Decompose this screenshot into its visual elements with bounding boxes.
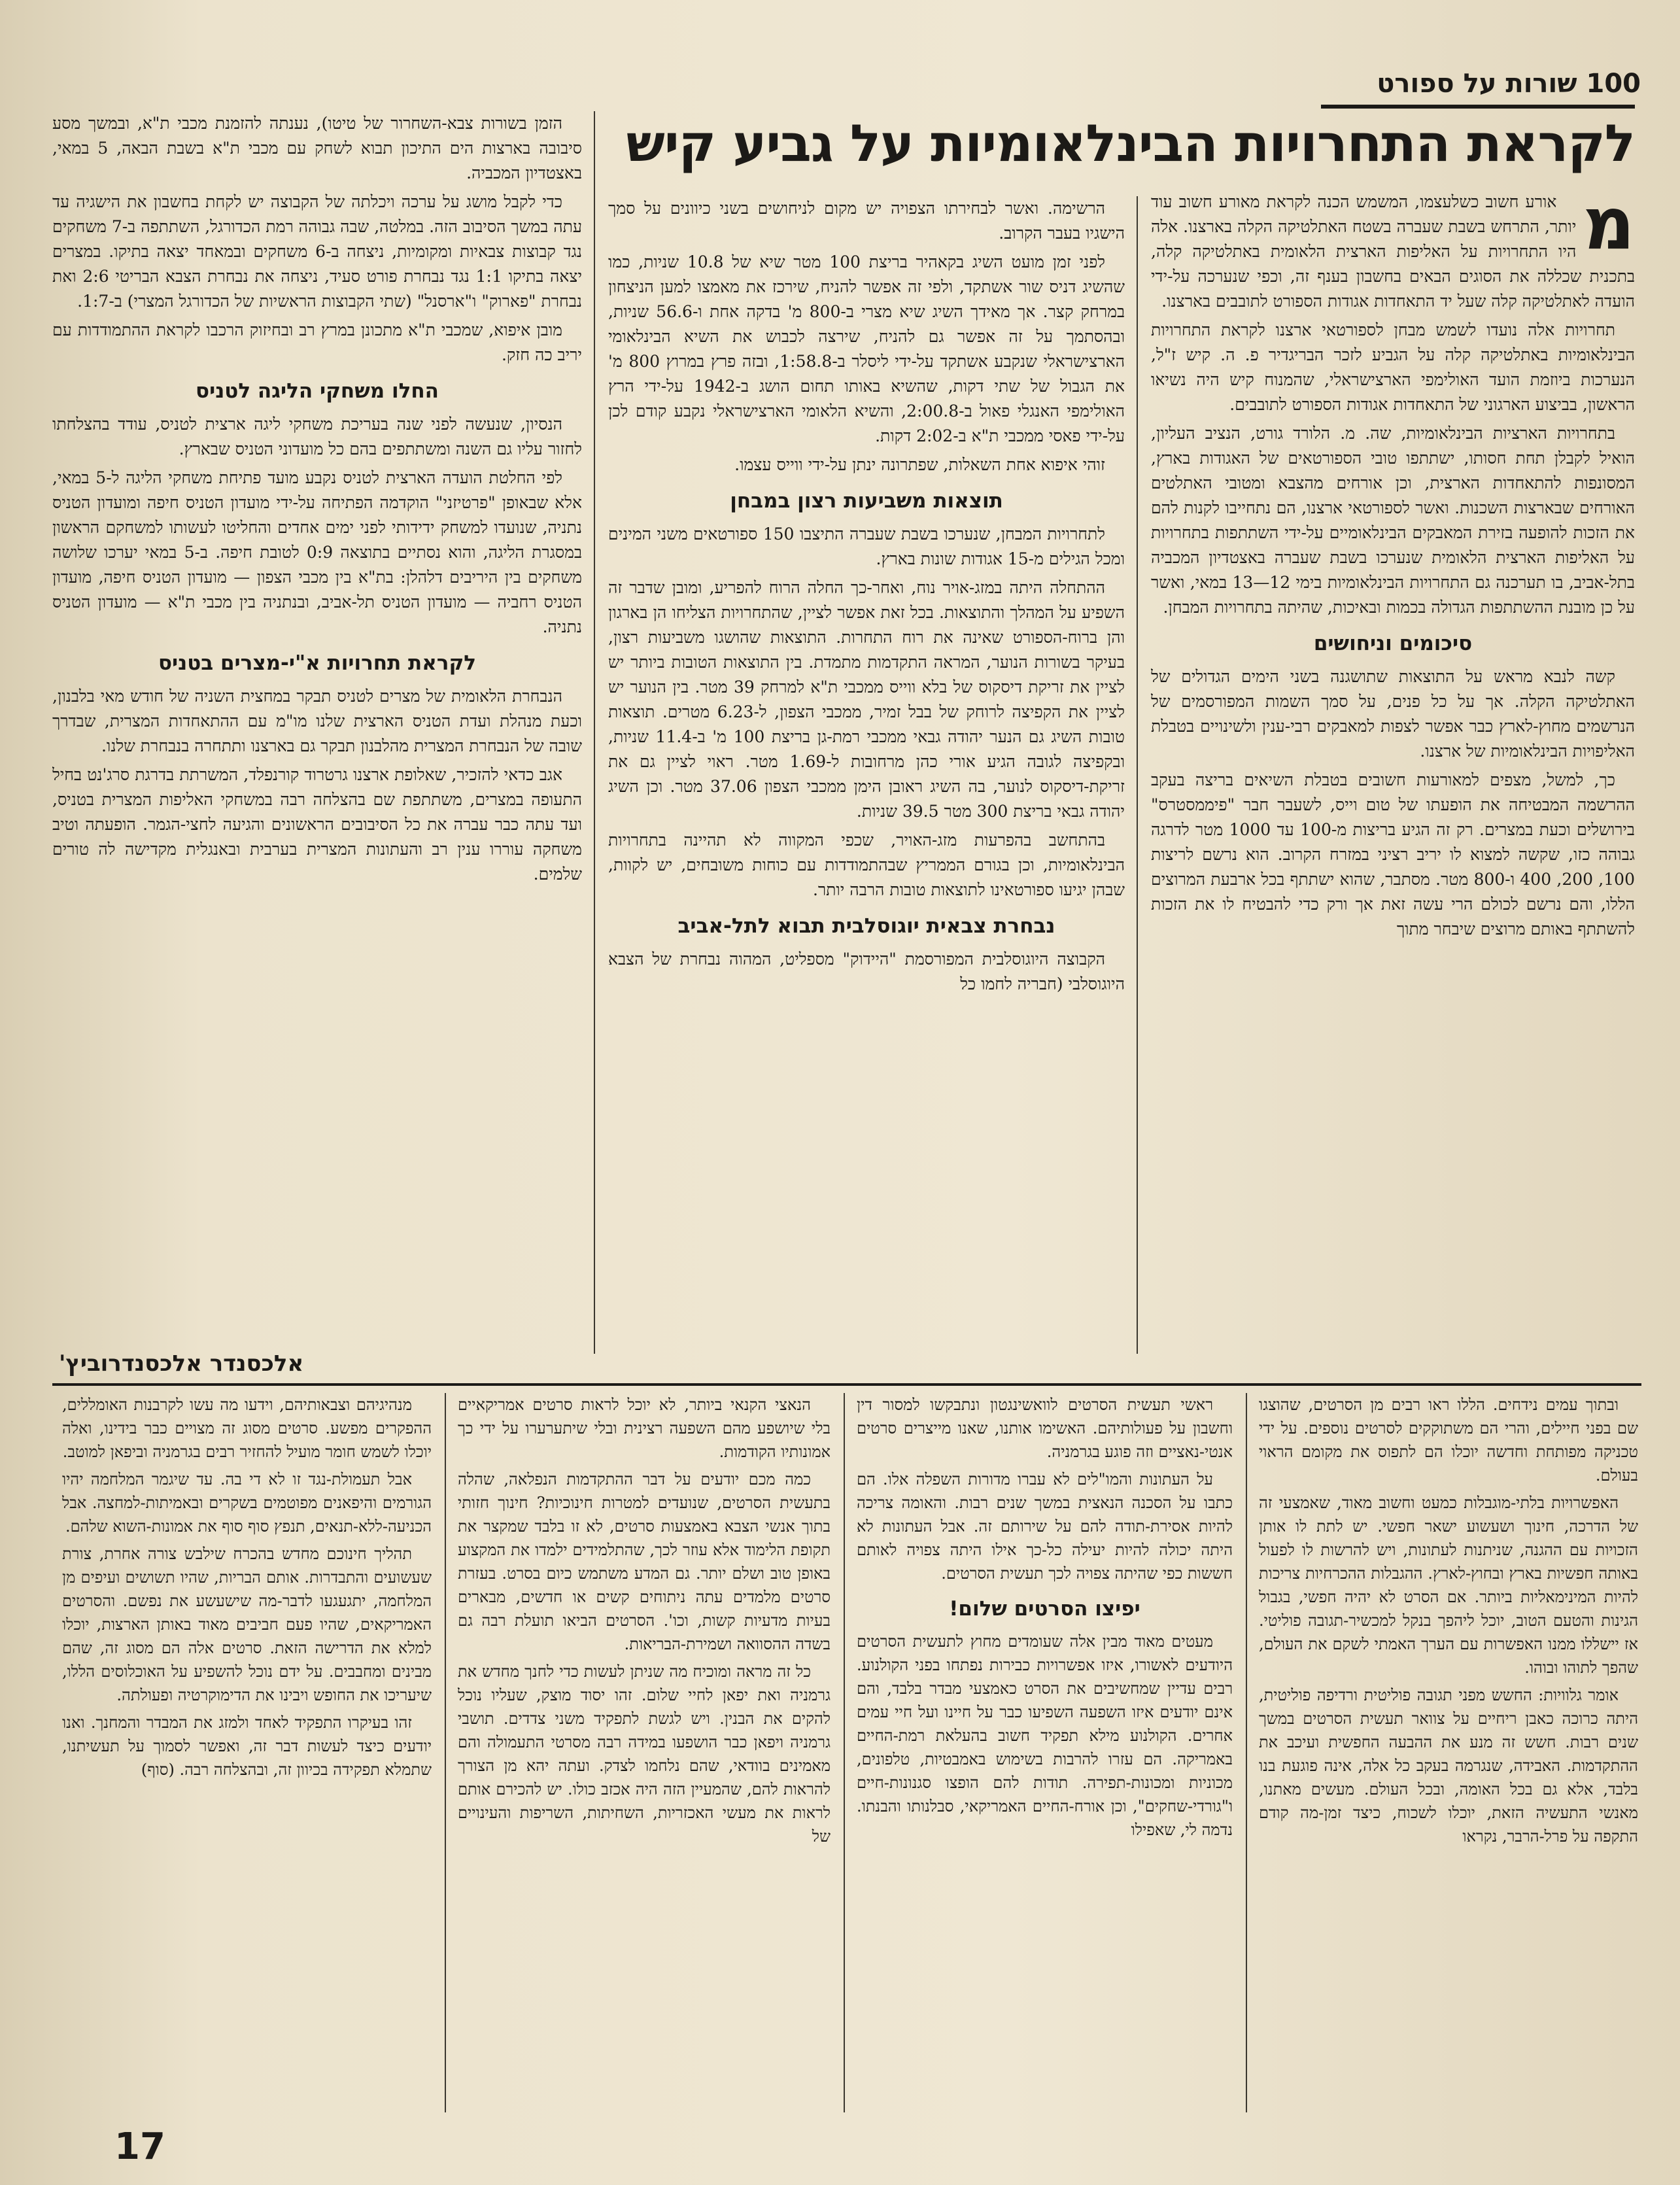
paragraph: כמה מכם יודעים על דבר ההתקדמות הנפלאה, שהלה בתעשית הסרטים, שנועדים למטרות חינוכיות? חינוך חזותי בתוך אנשי הצבא באמצעות סרטים, לא זו בלבד שמקצר את תקופת הלימוד אלא עוזר לכך, שהתלמידים ילמדו את המקצוע באופן טוב ושלם יותר. גם המדע משתמש כיום בסרט. בעזרת סרטים מלמדים עתה ניתוחים קשים או חדשים, מבארים בעיות מדעיות קשות, וכו'. הסרטים הביאו תועלת רבה גם בשדה ההסוואה ושמירת-הבריאות. (458, 1470, 831, 1653)
column-divider (844, 1393, 845, 2112)
paragraph: אבל תעמולת-נגד זו לא די בה. עד שיגמר המלחמה יהיו הגורמים והיפאנים מפוטמים בשקרים ובאמיתות-למחצה. אבל הכניעה-ללא-תנאים, תנפץ סוף סוף את אמונות-השוא שלהם. (62, 1470, 432, 1536)
paragraph: כדי לקבל מושג על ערכה ויכלתה של הקבוצה יש לקחת בחשבון את הישגיה עד עתה במשך הסיבוב הזה. במלטה, שבה גבוהה רמת הכדורגל, השתתפה ב-7 משחקים נגד קבוצות צבאיות ומקומיות, ניצחה ב-6 משחקים ובמאחד יצאה בתיקו. במצרים יצאה בתיקו 1:1 נגד נבחרת פורט סעיד, ניצחה את נבחרת הצבא הבריטי 2:6 ואת נבחרת "פארוק" ו"ארסנל" (שתי הקבוצות הראשיות של הכדורגל המצרי) ב-1:7. (52, 192, 582, 311)
paragraph: בהתחשב בהפרעות מזג-האויר, שכפי המקווה לא תהיינה בתחרויות הבינלאומיות, וכן בגורם הממריץ שבהתמודדות עם כוחות משובחים, יש לקוות, שבהן יגיעו ספורטאינו לתוצאות טובות הרבה יותר. (608, 831, 1125, 899)
paragraph: הנסיון, שנעשה לפני שנה בעריכת משחקי ליגה ארצית לטניס, עודד בהצלחתו לחזור עליו גם השנה ומשתתפים בהם כל מועדוני הטניס שבארץ. (52, 415, 582, 458)
paragraph: האפשרויות בלתי-מוגבלות כמעט וחשוב מאוד, שאמצעי זה של הדרכה, חינוך ושעשוע ישאר חפשי. יש לתת לו אותן הזכויות עם ההגנה, שניתנות לעתונות, ויש להרשות לו לפעול באותה חפשיות בארץ ובחוץ-לארץ. ההגבלות ההכרחיות צריכות להיות המינימאליות ביותר. אם הסרט לא יהיה חפשי, בגבול הגינות והטעם הטוב, יוכל ליהפך בנקל למכשיר-תגובה פוליטי. אז יישללו ממנו האפשרות עם הערך האמתי לשקם את העולם, שהפך לתוהו ובוהו. (1259, 1494, 1638, 1677)
column-divider (1246, 1393, 1247, 2112)
paragraph: כך, למשל, מצפים למאורעות חשובים בטבלת השיאים בריצה בעקב ההרשמה המבטיחה את הופעתו של טום וייס, לשעבר חבר "פיממסטרס" בירושלים וכעת במצרים. רק זה הגיע בריצות מ-100 עד 1000 מטר לדרגה גבוהה כזו, שקשה למצוא לו יריב רציני במזרח הקרוב. הוא נרשם לריצות 100, 200, 400 ו-800 מטר. מסתבר, שהוא ישתתף בכל ארבעת המרוצים הללו, והם נרשם לכולם הרי עשה זאת אך ורק כדי להבטיח לו את הזכות להשתתף באותם מרוצים שיבחר מתוך (1151, 770, 1635, 938)
paragraph: בתחרויות הארציות הבינלאומיות, שה. מ. הלורד גורט, הנציב העליון, הואיל לקבלן תחת חסותו, ישתתפו טובי הספורטאים של האגודות בארץ, המסונפות להתאחדות הארצית, וכן אורחים מהצבא ומטובי האתלטים האורחים שבארצות השכנות. ואשר לספורטאי ארצנו, הם נתחייבו לקנות להם את הזכות להופעה בזירת המאבקים הבינלאומיים על-ידי השתתפות בתחרויות על האליפות הארצית הלאומית שנערכו בשבת שעברה באצטדיון המכביה בתל-אביב, בו תערכנה גם התחרויות הבינלאומיות בימי 12—13 במאי, ואשר על כן מובנת ההשתתפות הגדולה בכמות ובאיכות, שהיתה בתחרויות המבחן. (1151, 424, 1635, 617)
column-divider (445, 1393, 446, 2112)
page-number: 17 (114, 2125, 165, 2168)
paragraph: הרשימה. ואשר לבחירתו הצפויה יש מקום לניחושים בשני כיוונים על סמך הישגיו בעבר הקרוב. (608, 199, 1125, 243)
paragraph: ובתוך עמים נידחים. הללו ראו רבים מן הסרטים, שהוצגו שם בפני חיילים, והרי הם משתוקקים לסרטים נוספים. על ידי טכניקה מפותחת וחדשה יוכלו הם לתפוס את מקומם הראוי בעולם. (1259, 1396, 1638, 1485)
paragraph: הנאצי הקנאי ביותר, לא יוכל לראות סרטים אמריקאיים בלי שיושפע מהם השפעה רצינית ובלי שיתערערו על ידי כך אמונותיו הקודמות. (458, 1396, 831, 1461)
section-label: 100 שורות על ספורט (1377, 69, 1641, 99)
paragraph: מעטים מאוד מבין אלה שעומדים מחוץ לתעשית הסרטים היודעים לאשורו, איזו אפשרויות כבירות נפתחו בפני הקולנוע. רבים עדיין שמחשיבים את הסרט כאמצעי מבדר בלבד, והם אינם יודעים איזו השפעה השפיעו כבר על חיינו ועל חיי עמים אחרים. הקולנוע מילא תפקיד חשוב בהעלאת רמת-החיים באמריקה. הם עזרו להרבות בשימוש באמבטיות, טלפונים, מכוניות ומכונות-תפירה. תודות להם הופצו סגנונות-חיים ו"גורדי-שחקים", וכן אורח-החיים האמריקאי, סבלנותו והבנתו. נדמה לי, שאפילו (857, 1632, 1233, 1839)
subheading: לקראת תחרויות א"י-מצרים בטניס (158, 651, 477, 675)
paragraph: ההתחלה היתה במזג-אויר נוח, ואחר-כך החלה הרוח להפריע, ומובן שדבר זה השפיע על המהלך והתוצאות. בכל זאת אפשר לציין, שהתחרויות הצליחו הן בארגון והן ברוח-הספורט שאינה את רוח התחרות. התוצאות שהושגו משביעות רצון, בעיקר בשורות הנוער, המראה התקדמות מתמדת. בין התוצאות הטובות ביותר יש לציין את זריקת דיסקוס של בלא ווייס ממכבי ת"א למרחק 39 מטר. בין הנוער יש לציין את הקפיצה לרוחק של בבל זמיר, ממכבי הצפון, ל-6.23 מטרים. תוצאות טובות השיג גם הנער יהודה גבאי ממכבי רמת-גן בריצת 100 מ' ב-11.4 שניות, ובקפיצה לגובה הגיע אורי כהן מרחובות ל-1.69 מטר. ראוי לציין גם את זריקת-דיסקוס לנוער, בה השיג ראובן הימן ממכבי הצפון 37.06 מטר. וכן השיג יהודה גבאי בריצת 300 מטר 39.5 שניות. (608, 578, 1125, 821)
paragraph: מנהיגיהם וצבאותיהם, וידעו מה עשו לקרבנות האומללים, ההפקרים מפשע. סרטים מסוג זה מצויים כבר בידינו, ואלה יוכלו לשמש חומר מועיל להחזיר רבים בגרמניה וביפאן למוטב. (62, 1396, 432, 1461)
column-divider (1137, 196, 1138, 1354)
paragraph: תהליך חינוכם מחדש בהכרח שילבש צורה אחרת, צורת שעשועים והתבדרות. אותם הבריות, שהיו תשושים ועיפים מן המלחמה, יתגעגעו לדבר-מה שישעשע את נפשם. והסרטים האמריקאים, שהיו פעם חביבים מאוד באותן הארצות, יוכלו למלא את הדרישה הזאת. סרטים אלה הם מסוג זה, שהם מבינים ומחבבים. על ידם נוכל להשפיע על האוכלוסים הללו, שיעריכו את החופש ויבינו את הדימוקרטיה ופעולתה. (62, 1545, 432, 1704)
subheading: יפיצו הסרטים שלום! (949, 1597, 1140, 1621)
lower-column-1 (1259, 1393, 1638, 2119)
article-column-3 (52, 111, 582, 1341)
subheading: נבחרת צבאית יוגוסלבית תבוא לתל-אביב (677, 914, 1055, 938)
column-divider (594, 111, 595, 1354)
lower-column-4 (62, 1393, 432, 2119)
paragraph: לפני זמן מועט השיג בקאהיר בריצת 100 מטר שיא של 10.8 שניות, כמו שהשיג דניס שור אשתקד, ולפי זה אפשר להניח, שירכז את מאמצו למען הניצחון במרחק קצר. אך מאידך השיג שיא מצרי ב-800 מ' בדקה אחת ו-56.6 שניות, ובהסתמך על זה אפשר גם להניח, שירצה לכבוש את השיא הבינלאומי הארצישראלי שנקבע אשתקד על-ידי ליסלר ב-1:58.8, ובזה פרץ במרוץ 800 מ' את הגבול של שתי דקות, שהשיא באותו תחום הושג ב-1942 על-ידי הרץ האולימפי האנגלי פאול ב-2:00.8, והשיא הלאומי הארצישראלי נקבע קודם לכן על-ידי פאסי ממכבי ת"א ב-2:02 דקות. (608, 252, 1125, 445)
paragraph: מובן איפוא, שמכבי ת"א מתכונן במרץ רב ובחיזוק הרכבו לקראת ההתמודדות עם יריב כה חזק. (52, 320, 582, 364)
paragraph: ראשי תעשית הסרטים לוואשינגטון ונתבקשו למסור דין וחשבון על פעולותיהם. האשימו אותנו, שאנו מייצרים סרטים אנטי-נאציים וזה פוגע בגרמניה. (857, 1396, 1233, 1461)
paragraph: אומר גלוויות: החשש מפני תגובה פוליטית ורדיפה פוליטית, היתה כרוכה כאבן ריחיים על צוואר תעשית הסרטים במשך שנים רבות. חשש זה מנע את ההבעה החפשית ועיכב את ההתקדמות. האבידה, שנגרמה בעקב כל אלה, אינה פוגעת בנו בלבד, אלא גם בכל האומה, ובכל העולם. מעשים מאתנו, מאנשי התעשיה הזאת, יוכלו לשכוח, כיצד זמן-מה קודם התקפה על פרל-הרבר, נקראו (1259, 1686, 1638, 1846)
paragraph: הנבחרת הלאומית של מצרים לטניס תבקר במחצית השניה של חודש מאי בלבנון, וכעת מנהלת ועדת הטניס הארצית שלנו מו"מ עם ההתאחדות המצרית, שבדרך שובה של הנבחרת המצרית מהלבנון תבקר גם בארצנו ותתחרה בנבחרת שלנו. (52, 687, 582, 755)
paragraph: זוהי איפוא אחת השאלות, שפתרונה ינתן על-ידי ווייס עצמו. (734, 455, 1105, 474)
paragraph: תחרויות אלה נועדו לשמש מבחן לספורטאי ארצנו לקראת התחרויות הבינלאומיות באתלטיקה קלה על הגביע לזכר הבריגדיר פ. ה. קיש ז"ל, הנערכות ביוזמת הועד האולימפי הארצישראלי, שהמנוח קיש היה נשיאו הראשון, בביצוע הארגוני של התאחדות אגודות הספורט לתובבים. (1151, 320, 1635, 414)
paragraph: זהו בעיקרו התפקיד לאחד ולמזג את המבדר והמחנך. ואנו יודעים כיצד לעשות דבר זה, ואפשר לסמוך על תעשיתנו, שתמלא תפקידה בכיוון זה, ובהצלחה רבה. (סוף) (62, 1713, 432, 1779)
drop-cap: מ (1583, 190, 1635, 266)
paragraph: לתחרויות המבחן, שנערכו בשבת שעברה התיצבו 150 ספורטאים משני המינים ומכל הגילים מ-15 אגודות שונות בארץ. (608, 525, 1125, 568)
paragraph: הקבוצה היוגוסלבית המפורסמת "היידוק" מספליט, המהוה נבחרת של הצבא היוגוסלבי (חבריה לחמו כל (608, 950, 1125, 993)
paragraph: על העתונות והמו"לים לא עברו מדורות השפלה אלו. הם כתבו על הסכנה הנאצית במשך שנים רבות. והאומה צריכה להיות אסירת-תודה להם על שירותם זה. אבל העתונות לא היתה יכולה להיות יעילה כל-כך אילו היתה צפויה לאותם חששות כפי שהיתה צפויה לכך תעשית הסרטים. (857, 1470, 1233, 1583)
article-headline: לקראת התחרויות הבינלאומיות על גביע קיש (626, 114, 1635, 173)
lower-column-3 (458, 1393, 831, 2119)
paragraph: הזמן בשורות צבא-השחרור של טיטו), נענתה להזמנת מכבי ת"א, ובמשך מסע סיבובה בארצות הים התיכון תבוא לשחק עם מכבי ת"א בשבת הבאה, 5 במאי, באצטדיון המכביה. (52, 114, 582, 182)
subheading: סיכומים וניחושים (1313, 632, 1473, 655)
subheading: תוצאות משביעות רצון במבחן (730, 489, 1003, 513)
lower-column-2 (857, 1393, 1233, 2119)
section-divider (52, 1383, 1641, 1386)
article-column-1 (1151, 190, 1635, 1354)
paragraph: לפי החלטת הועדה הארצית לטניס נקבע מועד פתיחת משחקי הליגה ל-5 במאי, אלא שבאופן "פרטיזני" הוקדמה הפתיחה על-ידי מועדון הטניס חיפה ומועדון הטניס נתניה, שנועדו למשחק ידידותי לפני ימים אחדים והחליטו לעשותו למשחקם הראשון במסגרת הליגה, והוא נסתיים בתוצאה 0:9 לטובת חיפה. ב-5 במאי יערכו שלושה משחקים בין היריבים דלהלן: בת"א בין מכבי הצפון — מועדון הטניס חיפה, מועדון הטניס רחביה — מועדון הטניס תל-אביב, ובנתניה בין מכבי ת"א — מועדון הטניס נתניה. (52, 468, 582, 636)
paragraph: אגב כדאי להזכיר, שאלופת ארצנו גרטרוד קורנפלד, המשרתת בדרגת סרג'נט בחיל התעופה במצרים, משתתפת שם בהצלחה רבה במשחקי האליפות המצרית בטניס, ועד עתה כבר עברה את כל הסיבובים הראשונים והגיעה לחצי-הגמר. הופעתה וטיב משחקה עוררו ענין רב והעתונות המצרית בערבית ובאנגלית מקדישה לה טורים שלמים. (52, 765, 582, 884)
paragraph: כל זה מראה ומוכיח מה שניתן לעשות כדי לחנך מחדש את גרמניה ואת יפאן לחיי שלום. זהו יסוד מוצק, שעליו נוכל להקים את הבנין. ויש לגשת לתפקיד משני צדדים. תושבי גרמניה ויפאן כבר הושפעו במידה רבה מסרטי התעמולה והם מאמינים בוודאי, שהם נלחמו לצדק. ועתה יהא מן הצורך להראות להם, שהמעיין הזה היה אכזב כולו. יש להכירם אותם לראות את מעשי האכזריות, השחיתות, השריפות והעינויים של (458, 1662, 831, 1846)
author-signature: אלכסנדר אלכסנדרוביץ' (59, 1351, 304, 1377)
paragraph: אורע חשוב כשלעצמו, המשמש הכנה לקראת מאורע חשוב עוד יותר, התרחש בשבת שעברה בשטח האתלטיקה הקלה בארצנו. אלה היו התחרויות על האליפות הארצית הלאומית באתלטיקה קלה, בתכנית שכללה את הסוגים הבאים בחשבון בענף זה, וכפי שנערכה על-ידי הועדה לאתלטיקה קלה שעל יד התאחדות אגודות הספורט לתובבים בארצנו. (1151, 192, 1635, 311)
paragraph: קשה לנבא מראש על התוצאות שתושגנה בשני הימים הגדולים של האתלטיקה הקלה. אך על כל פנים, על סמך השמות המפורסמים של הנרשמים מחוץ-לארץ כבר אפשר לצפות למאבקים רבי-ענין ולשינויים בטבלת האליפויות הבינלאומיות של ארצנו. (1151, 667, 1635, 761)
subheading: החלו משחקי הליגה לטניס (196, 379, 439, 403)
article-column-2 (608, 196, 1125, 1354)
